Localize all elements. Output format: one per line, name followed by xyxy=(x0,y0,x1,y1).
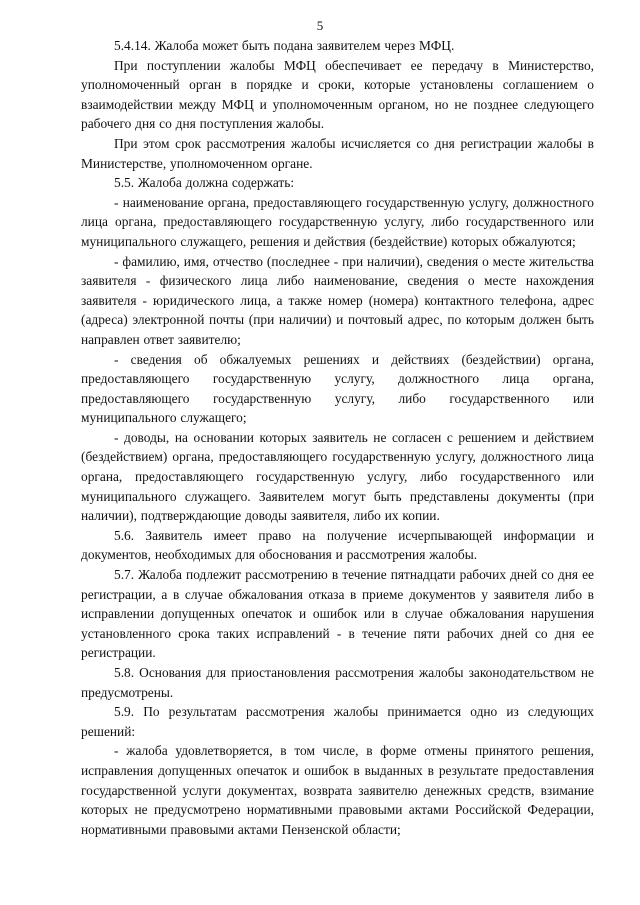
paragraph-5-5: 5.5. Жалоба должна содержать: xyxy=(114,175,295,191)
paragraph-review-term: При этом срок рассмотрения жалобы исчисляется со дня регистрации жалобы в Министерстве, уполномоченном органе. xyxy=(81,135,594,171)
list-item-applicant-details: - фамилию, имя, отчество (последнее - при наличии), сведения о месте жительства заявителя - физического лица либо наименование, сведения о месте нахождения заявителя - юридического лица, а также номер (номера) контактного телефона, адрес (адреса) электронной почты (при наличии) и почтовый адрес, по которым должен быть направлен ответ заявителю; xyxy=(81,253,594,347)
paragraph-5-4-14: 5.4.14. Жалоба может быть подана заявителем через МФЦ. xyxy=(114,38,455,53)
list-item-arguments: - доводы, на основании которых заявитель не согласен с решением и действием (бездействием) органа, предоставляющего государственную услугу, должностного лица органа, предоставляющего государственную услугу, либо государственного или муниципального служащего. Заявителем могут быть представлены документы (при наличии), подтверждающие доводы заявителя, либо их копии. xyxy=(81,429,594,524)
list-item-organ-name: - наименование органа, предоставляющего государственную услугу, должностного лица органа, предоставляющего государственную услугу, либо государственного или муниципального служащего, решения и действия (бездействие) которых обжалуются; xyxy=(81,194,594,249)
paragraph-5-6: 5.6. Заявитель имеет право на получение исчерпывающей информации и документов, необходимых для обоснования и рассмотрения жалобы. xyxy=(81,527,594,563)
paragraph-5-8: 5.8. Основания для приостановления рассмотрения жалобы законодательством не предусмотрены. xyxy=(81,665,594,700)
document-body xyxy=(81,36,594,839)
list-item-appealed-decisions: - сведения об обжалуемых решениях и действиях (бездействии) органа, предоставляющего государственную услугу, должностного лица органа, предоставляющего государственную услугу, либо государственного или муниципального служащего; xyxy=(81,351,594,426)
paragraph-5-7: 5.7. Жалоба подлежит рассмотрению в течение пятнадцати рабочих дней со дня ее регистрации, а в случае обжалования отказа в приеме документов у заявителя либо в исправлении допущенных опечаток и ошибок или в случае обжалования нарушения установленного срока таких исправлений - в течение пяти рабочих дней со дня ее регистрации. xyxy=(81,567,594,661)
list-item-complaint-satisfied: - жалоба удовлетворяется, в том числе, в форме отмены принятого решения, исправления допущенных опечаток и ошибок в выданных в результате предоставления государственной услуги документах, возврата заявителю денежных средств, взимание которых не предусмотрено нормативными правовыми актами Российской Федерации, нормативными правовыми актами Пензенской области; xyxy=(81,743,594,837)
paragraph-5-9: 5.9. По результатам рассмотрения жалобы принимается одно из следующих решений: xyxy=(81,704,594,739)
paragraph-mfc-transfer: При поступлении жалобы МФЦ обеспечивает ее передачу в Министерство, уполномоченный орган в порядке и сроки, которые установлены соглашением о взаимодействии между МФЦ и уполномоченным органом, но не позднее следующего рабочего дня со дня поступления жалобы. xyxy=(81,57,594,132)
page-number: 5 xyxy=(316,18,324,33)
